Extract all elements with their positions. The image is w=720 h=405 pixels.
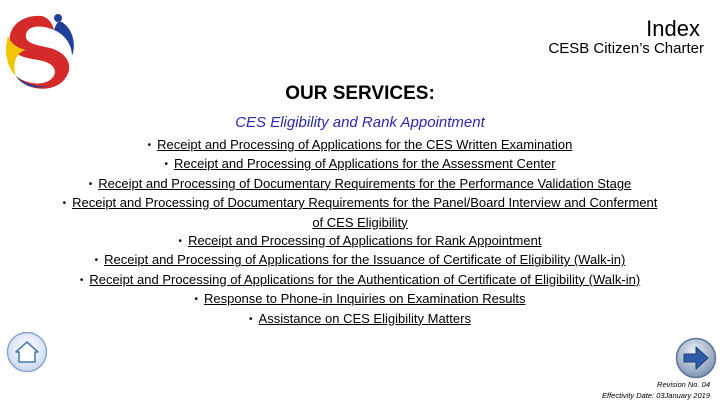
list-item[interactable]	[60, 251, 660, 270]
list-item[interactable]	[60, 194, 660, 232]
service-link[interactable]: Receipt and Processing of Applications for the Assessment Center	[173, 156, 556, 172]
list-item[interactable]	[60, 136, 660, 155]
revision-number: Revision No. 04	[657, 380, 710, 389]
bullet: •	[147, 140, 152, 151]
service-link[interactable]: Response to Phone-in Inquiries on Examination Results	[203, 291, 526, 307]
services-heading: OUR SERVICES:	[285, 83, 435, 104]
service-link[interactable]: Receipt and Processing of Applications for the CES Written Examination	[157, 137, 573, 152]
services-list	[60, 136, 660, 329]
service-link[interactable]: Receipt and Processing of Documentary Requirements for the Panel/Board Interview and Conferment of CES Eligibility	[72, 195, 658, 230]
service-link[interactable]: Receipt and Processing of Documentary Requirements for the Performance Validation Stage	[98, 175, 632, 191]
arrow-right-icon[interactable]	[674, 337, 718, 379]
bullet: •	[249, 313, 253, 325]
bullet: •	[178, 236, 183, 248]
bullet: •	[79, 274, 84, 286]
list-item[interactable]	[60, 310, 660, 329]
home-icon[interactable]	[6, 331, 48, 373]
bullet: •	[62, 198, 67, 210]
section-title: CES Eligibility and Rank Appointment	[235, 114, 485, 131]
cesb-logo-icon	[2, 10, 78, 94]
bullet: •	[88, 178, 93, 190]
revision-info	[602, 379, 710, 401]
service-link[interactable]: Receipt and Processing of Applications for the Issuance of Certificate of Eligibility (Walk-in)	[104, 252, 626, 268]
bullet: •	[164, 159, 168, 171]
list-item[interactable]	[60, 232, 660, 251]
page-subtitle: CESB Citizen’s Charter	[548, 40, 704, 57]
service-link[interactable]: Assistance on CES Eligibility Matters	[258, 310, 471, 326]
service-link[interactable]: Receipt and Processing of Applications for Rank Appointment	[188, 233, 542, 249]
list-item[interactable]	[60, 175, 660, 194]
effectivity-date: Effectivity Date: 03January 2019	[602, 391, 710, 400]
bullet: •	[94, 255, 99, 267]
service-link[interactable]: Receipt and Processing of Applications for the Authentication of Certificate of Eligibility (Walk-in)	[89, 271, 641, 287]
bullet: •	[194, 294, 198, 306]
page-title: Index	[646, 16, 700, 41]
list-item[interactable]	[60, 155, 660, 174]
list-item[interactable]	[60, 290, 660, 309]
list-item[interactable]	[60, 271, 660, 290]
